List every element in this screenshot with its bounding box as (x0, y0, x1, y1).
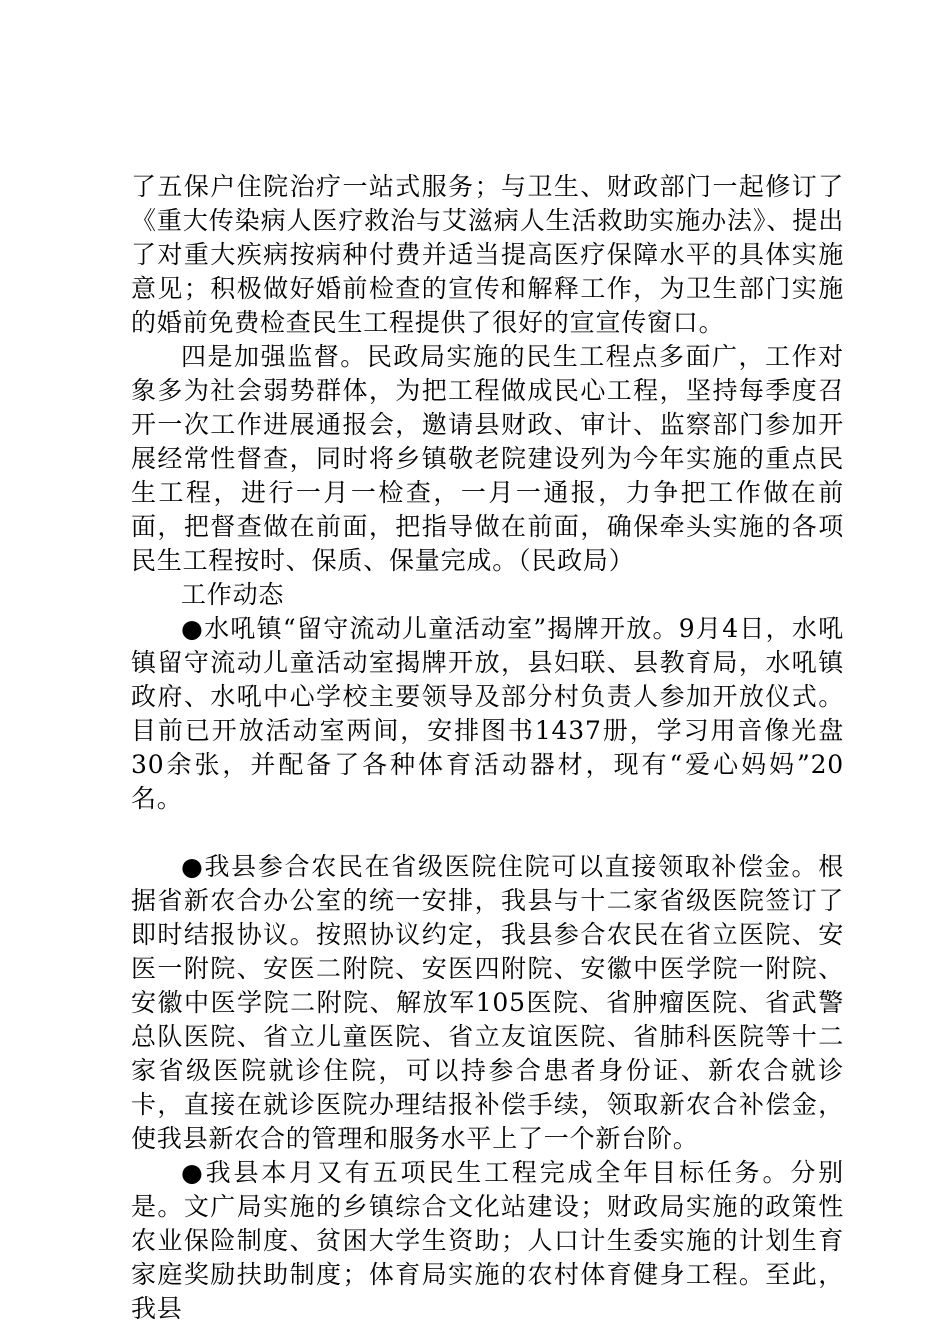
section-heading-work-news: 工作动态 (181, 580, 285, 609)
paragraph-medical-services: 了五保户住院治疗一站式服务；与卫生、财政部门一起修订了《重大传染病人医疗救治与艾滋病人生活救助实施办法》、提出了对重大疾病按病种付费并适当提高医疗保障水平的具体实施意见；积极做好婚前检查的宣传和解释工作，为卫生部门实施的婚前免费检查民生工程提供了很好的宣宣传窗口。 (131, 172, 844, 337)
news-item-provincial-hospital-compensation: ●我县参合农民在省级医院住院可以直接领取补偿金。根据省新农合办公室的统一安排，我县与十二家省级医院签订了即时结报协议。按照协议约定，我县参合农民在省立医院、安医一附院、安医二附院、安医四附院、安徽中医学院一附院、安徽中医学院二附院、解放军105医院、省肿瘤医院、省武警总队医院、省立儿童医院、省立友谊医院、省肺科医院等十二家省级医院就诊住院，可以持参合患者身份证、新农合就诊卡，直接在就诊医院办理结报补偿手续，领取新农合补偿金，使我县新农合的管理和服务水平上了一个新台阶。 (131, 852, 844, 1153)
blank-line (131, 816, 844, 850)
document-body (131, 170, 844, 1326)
paragraph-supervision: 四是加强监督。民政局实施的民生工程点多面广，工作对象多为社会弱势群体，为把工程做成民心工程，坚持每季度召开一次工作进展通报会，邀请县财政、审计、监察部门参加开展经常性督查，同时将乡镇敬老院建设列为今年实施的重点民生工程，进行一月一检查，一月一通报，力争把工作做在前面，把督查做在前面，把指导做在前面，确保牵头实施的各项民生工程按时、保质、保量完成。（民政局） (131, 342, 844, 575)
news-item-livelihood-projects: ●我县本月又有五项民生工程完成全年目标任务。分别是。文广局实施的乡镇综合文化站建设；财政局实施的政策性农业保险制度、贫困大学生资助；人口计生委实施的计划生育家庭奖励扶助制度；体育局实施的农村体育健身工程。至此，我县 (131, 1158, 844, 1323)
news-item-children-activity-room: ●水吼镇“留守流动儿童活动室”揭牌开放。9月4日，水吼镇留守流动儿童活动室揭牌开放，县妇联、县教育局，水吼镇政府、水吼中心学校主要领导及部分村负责人参加开放仪式。目前已开放活动室两间，安排图书1437册，学习用音像光盘30余张，并配备了各种体育活动器材，现有“爱心妈妈”20名。 (131, 614, 844, 813)
